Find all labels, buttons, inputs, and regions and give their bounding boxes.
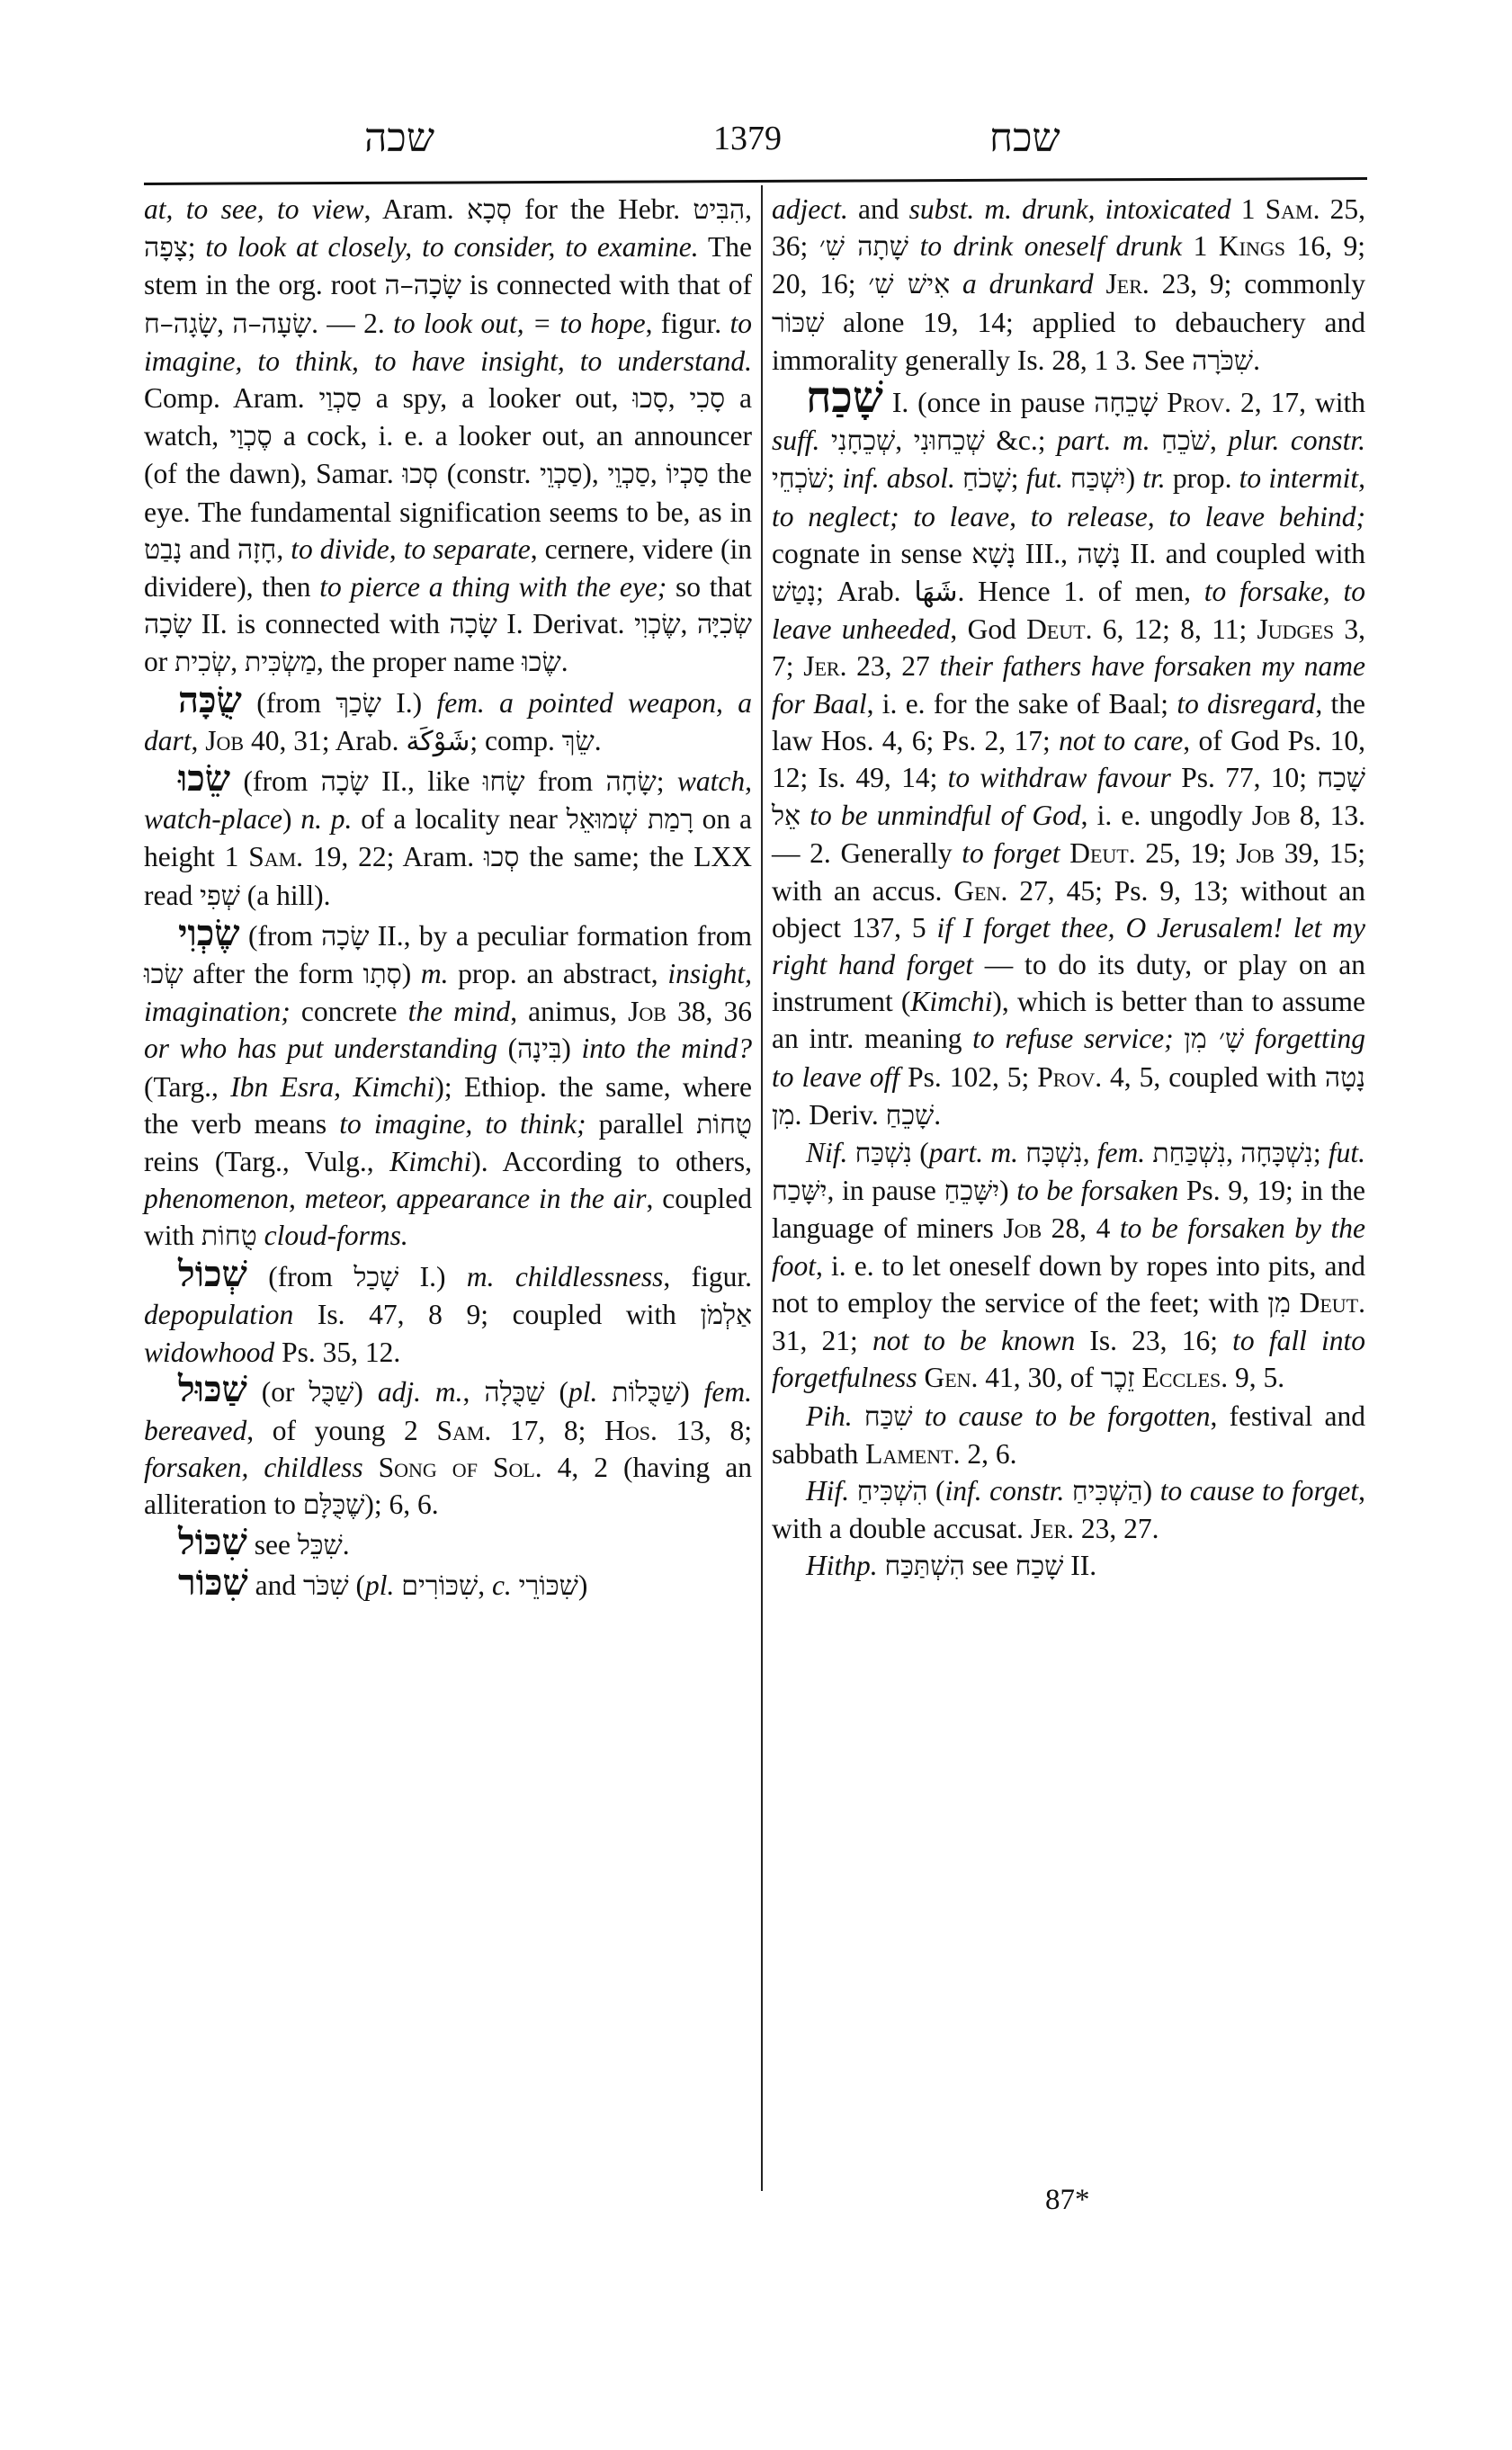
entry-nifal: Nif. נִשְׁכַּח (part. m. נִשְׁכָּח, fem. נִשְׁכַּחַת, נִשְׁכָּחָה; fut. יִשָּׁכַח, in pause יִשָּׁכֵחַ) to be forsaken Ps. 9, 19; in the language of miners Job 28, 4 to be forsaken by the foot, i. e. to let oneself down by ropes into pits, and not to employ the service of the feet; with מִן Deut. 31, 21; not to be known Is. 23, 16; to fall into forgetfulness Gen. 41, 30, of זֵכֶר Eccles. 9, 5.	[772, 1137, 1366, 1395]
entry-sukkah: שֻׂכָּה (from שָׂכַךְ I.) fem. a pointed weapon, a dart, Job 40, 31; Arab. شَوْكَة; comp. שֵׂךְ.	[144, 678, 752, 757]
entry-shakkul: שַׁכּוּל (or שַׁכֻּל) adj. m., שַׁכֻּלָה (pl. שַׁכֻּלוֹת) fem. bereaved, of young 2 Sam. 17, 8; Hos. 13, 8; forsaken, childless Song of Sol. 4, 2 (having an alliteration to שֶׁכֻּלָּם); 6, 6.	[144, 1368, 753, 1521]
entry-continuation-shikkor: adject. and subst. m. drunk, intoxicated 1 Sam. 25, 36; שָׁתָה שִׁ׳ to drink oneself drunk 1 Kings 16, 9; 20, 16; אִישׁ שִׁ׳ a drunkard Jer. 23, 9; commonly שִׁכּוֹר alone 19, 14; applied to debauchery and immorality generally Is. 28, 1 3. See שִׁכֹּרָה.	[772, 193, 1366, 377]
headword: שַׁכּוּל	[178, 1368, 247, 1411]
entry-sekhu: שֵׂכוּ (from שָׂכָה II., like שָׂחוּ from שָׂחָה; watch, watch-place) n. p. of a locality near רָמַת שְׁמוּאֵל on a height 1 Sam. 19, 22; Aram. סְכוּ the same; the LXX read שְׁפִי (a hill).	[144, 757, 752, 912]
entry-piel: Pih. שִׁכַּח to cause to be forgotten, festival and sabbath Lament. 2, 6.	[772, 1399, 1365, 1470]
entry-shikkol: שִׁכּוֹל see שִׁכֵּל.	[178, 1521, 350, 1564]
headword: שְׁכוֹל	[178, 1252, 247, 1295]
headword: שִׁכּוֹר	[178, 1561, 248, 1605]
entry-hifil: Hif. הִשְׁכִּיחַ (inf. constr. הַשְׁכִּיחַ) to cause to forget, with a double accusat. Jer. 23, 27.	[772, 1474, 1366, 1545]
signature-mark: 87*	[1045, 2184, 1090, 2216]
left-column	[144, 191, 752, 1605]
entry-shekhol: שְׁכוֹל (from שָׁכַל I.) m. childlessness, figur. depopulation Is. 47, 8 9; coupled with אַלְמֹן widowhood Ps. 35, 12.	[144, 1252, 752, 1369]
column-divider	[761, 185, 763, 2191]
page-header	[148, 115, 1363, 169]
headword: שִׁכּוֹל	[178, 1521, 247, 1564]
header-rule	[144, 177, 1367, 185]
page-number: 1379	[713, 120, 782, 157]
entry-shakhach: שָׁכַח I. (once in pause שָׁכֵחָה Prov. 2, 17, with suff. שְׁכֵחָנִי, שְׁכֵחוּנִי &c.; part. m. שֹׁכֵחַ, plur. constr. שֹׁכְחֵי; inf. absol. שָׁכֹחַ; fut. יִשְׁכַּח) tr. prop. to intermit, to neglect; to leave, to release, to leave behind; cognate in sense נָשָׁא III., נָשָׁה II. and coupled with נָטַשׁ; Arab. شَهَا. Hence 1. of men, to forsake, to leave unheeded, God Deut. 6, 12; 8, 11; Judges 3, 7; Jer. 23, 27 their fathers have forsaken my name for Baal, i. e. for the sake of Baal; to disregard, the law Hos. 4, 6; Ps. 2, 17; not to care, of God Ps. 10, 12; Is. 49, 14; to withdraw favour Ps. 77, 10; שָׁכַח אֵל to be unmindful of God, i. e. ungodly Job 8, 13. — 2. Generally to forget Deut. 25, 19; Job 39, 15; with an accus. Gen. 27, 45; Ps. 9, 13; without an object 137, 5 if I forget thee, O Jerusalem! let my right hand forget — to do its duty, or play on an instrument (Kimchi), which is better than to assume an intr. meaning to refuse service; שָׁ׳ מִן forgetting to leave off Ps. 102, 5; Prov. 4, 5, coupled with נָטָה מִן. Deriv. שָׁכֵחַ.	[772, 372, 1366, 1131]
entry-continuation-sakah: at, to see, to view, Aram. סְכָא for the Hebr. הִבִּיט, צָפָה; to look at closely, to consider, to examine. The stem in the org. root שָׂכָה–ה is connected with that of שָׂגָה–ח, שָׂעָה–ה. — 2. to look out, = to hope, figur. to imagine, to think, to have insight, to understand. Comp. Aram. סַכְוַי a spy, a looker out, סָכוּ, סָכִי a watch, סֶכְוַי a cock, i. e. a looker out, an announcer (of the dawn), Samar. סְכוּ (constr. סַכְוֵי), סַכְוֵי, סַכְיוֹ the eye. The fundamental signification seems to be, as in נָבַט and חָזָה, to divide, to separate, cernere, videre (in dividere), then to pierce a thing with the eye; so that שָׂכָה II. is connected with שָׂכָה I. Derivat. שֶׂכְוִי, שְׂכִיָּה or שְׂכִית, מַשְׂכִּית, the proper name שֶׂכוּ.	[144, 193, 753, 679]
entry-sekhvi: שֶׂכְוִי (from שָׂכָה II., by a peculiar formation from שְׂכוּ after the form סְתָו) m. prop. an abstract, insight, imagination; concrete the mind, animus, Job 38, 36 or who has put understanding (בִּינָה) into the mind? (Targ., Ibn Esra, Kimchi); Ethiop. the same, where the verb means to imagine, to think; parallel טֻחוֹת reins (Targ., Vulg., Kimchi). According to others, phenomenon, meteor, appearance in the air, coupled with טֻחוֹת cloud-forms.	[144, 911, 753, 1253]
headword: שֶׂכְוִי	[178, 911, 240, 954]
entry-hithpael: Hithp. הִשְׁתַּכַּח see שָׁכַח II.	[806, 1550, 1097, 1583]
headword: שֵׂכוּ	[178, 757, 231, 800]
headword: שָׁכַח	[806, 372, 883, 424]
running-head-right: שכח	[989, 115, 1060, 161]
entry-shikkor: שִׁכּוֹר and שִׁכֹּר (pl. שִׁכּוֹרִים, c. שִׁכּוֹרֵי)	[178, 1561, 588, 1605]
right-column	[772, 191, 1365, 1586]
headword: שֻׂכָּה	[178, 678, 242, 721]
running-head-left: שכה	[364, 115, 434, 161]
